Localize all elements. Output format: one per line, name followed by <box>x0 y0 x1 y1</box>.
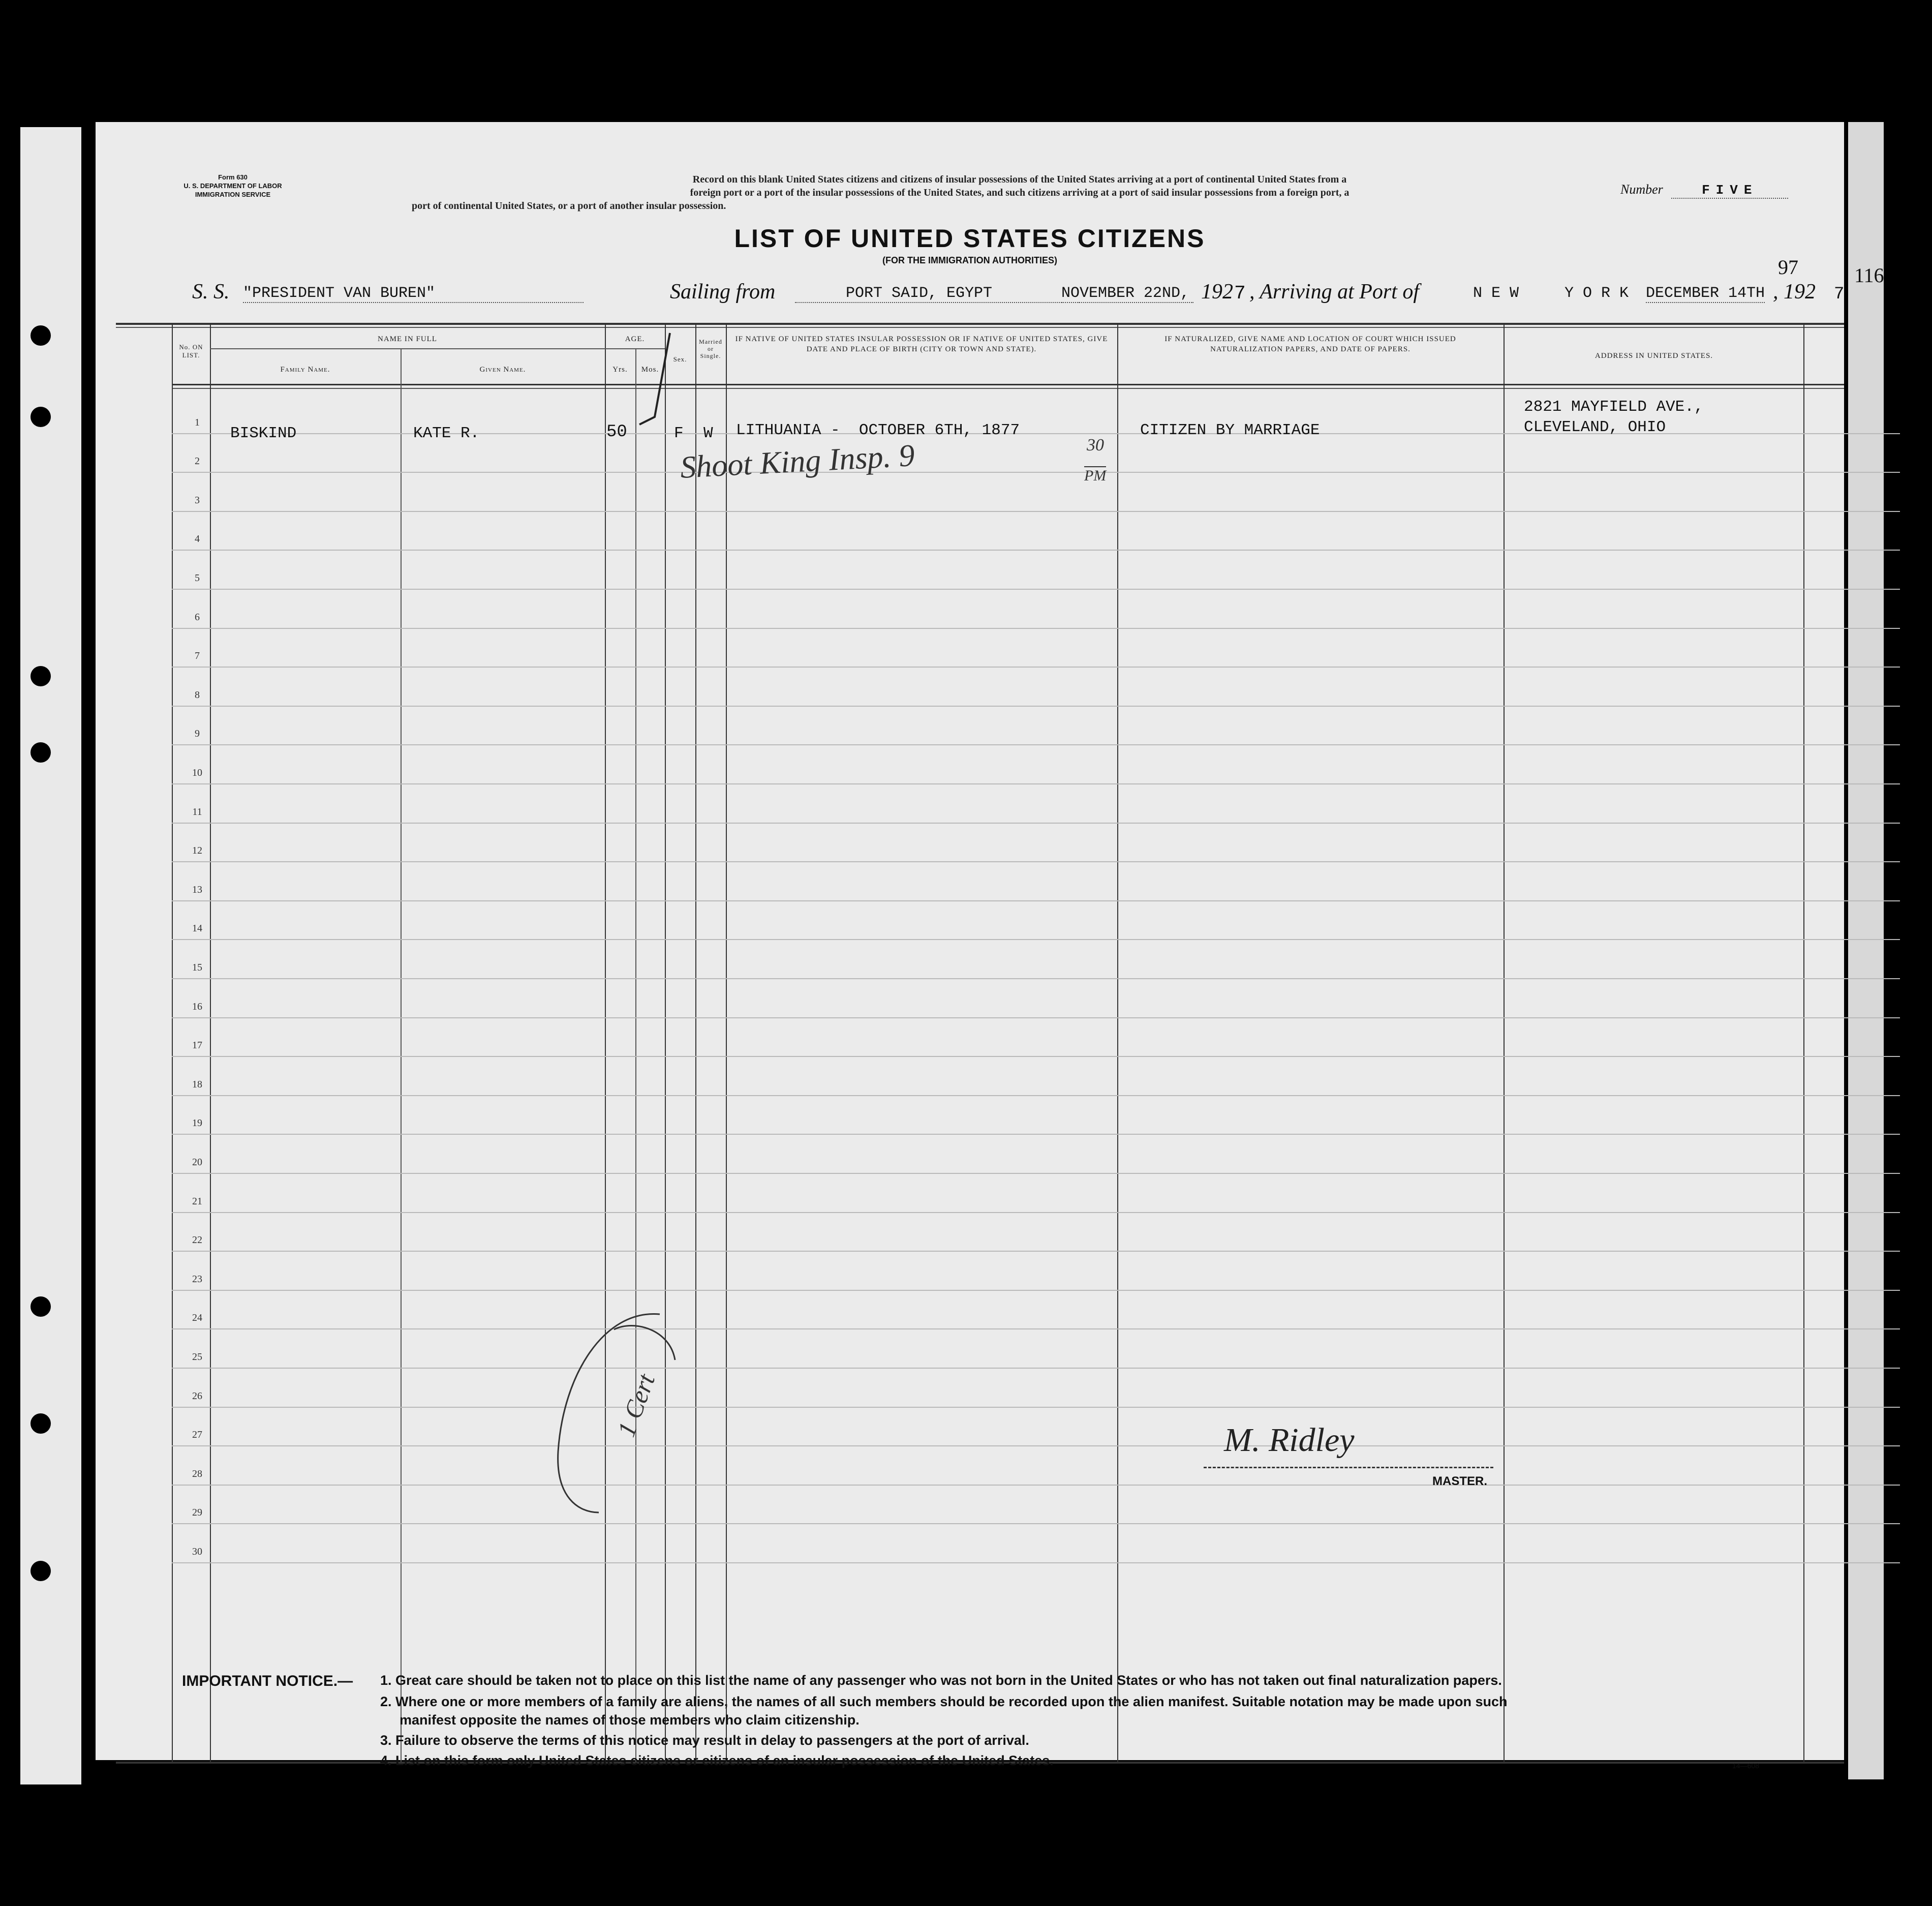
number-label: Number <box>1620 182 1663 197</box>
family-name-cell: BISKIND <box>230 425 297 442</box>
row-number: 30 <box>192 1546 202 1557</box>
binder-hole <box>30 666 51 686</box>
inspection-time-hour-sup: 30 <box>1087 436 1104 455</box>
side-page-number: 116 <box>1854 264 1884 287</box>
row-number: 20 <box>192 1157 202 1168</box>
right-paper-strip <box>1848 122 1884 1779</box>
row-line <box>172 667 1900 668</box>
departure-year-digit: 7 <box>1234 283 1246 305</box>
column-divider <box>695 323 696 1762</box>
row-line <box>172 861 1900 862</box>
row-number: 12 <box>192 845 202 856</box>
manifest-page <box>96 122 1884 1770</box>
column-divider <box>605 323 606 1762</box>
row-line <box>172 1368 1900 1369</box>
row-number: 14 <box>192 923 202 934</box>
header-no: No. ON LIST. <box>179 343 203 359</box>
column-divider <box>665 323 666 1762</box>
notice-item-2-continued: manifest opposite the names of those members who claim citizenship. <box>400 1712 860 1728</box>
departure-port: PORT SAID, EGYPT <box>795 285 1080 303</box>
row-number: 3 <box>195 495 200 506</box>
instruction-line: Record on this blank United States citizens and citizens of insular possessions of the United States arriving at a port of continental United States from a <box>692 174 1347 185</box>
given-name-cell: KATE R. <box>413 425 480 442</box>
inspector-note: Shoot King Insp. 9 <box>679 438 916 486</box>
row-line <box>172 550 1900 551</box>
check-mark <box>634 323 675 445</box>
header-name-in-full: NAME IN FULL <box>378 335 437 343</box>
master-label: MASTER. <box>1432 1474 1487 1488</box>
form-instructions <box>410 173 1630 213</box>
header-bottom-rule <box>172 388 1844 389</box>
row-line <box>172 1290 1900 1291</box>
row-line <box>172 900 1900 901</box>
binder-hole <box>30 742 51 763</box>
row-number: 7 <box>195 650 200 661</box>
departure-date: NOVEMBER 22ND, <box>1061 285 1193 303</box>
page-number: 97 <box>1778 256 1798 279</box>
row-line <box>172 744 1900 745</box>
row-number: 21 <box>192 1196 202 1207</box>
subheader-rule <box>210 348 605 349</box>
row-line <box>172 1056 1900 1057</box>
row-line <box>172 1523 1900 1524</box>
notice-item-4: 4. List on this form only United States citizens or citizens of an insular possession of the United States. <box>380 1753 1054 1768</box>
column-divider <box>1803 323 1804 1762</box>
row-number: 16 <box>192 1001 202 1012</box>
row-line <box>172 939 1900 940</box>
row-number: 18 <box>192 1079 202 1090</box>
row-line <box>172 783 1900 784</box>
arrival-date: DECEMBER 14TH <box>1646 285 1765 302</box>
instruction-line: foreign port or a port of the insular possessions of the United States, and such citizens arriving at a port of said insular possessions from a foreign port, a <box>690 187 1350 198</box>
row-number: 25 <box>192 1351 202 1363</box>
column-divider <box>1504 323 1505 1762</box>
naturalization-cell: CITIZEN BY MARRIAGE <box>1140 421 1320 439</box>
column-divider <box>726 323 727 1762</box>
header-native-birth: IF NATIVE OF UNITED STATES INSULAR POSSESSION OR IF NATIVE OF UNITED STATES, GIVE DATE AND PLACE OF BIRTH (CITY OR TOWN AND STATE). <box>735 335 1108 353</box>
arrival-year-prefix: , 192 <box>1773 280 1816 304</box>
row-line <box>172 823 1900 824</box>
row-line <box>172 706 1900 707</box>
binder-hole <box>30 325 51 346</box>
row-line <box>172 1251 1900 1252</box>
header-address: ADDRESS IN UNITED STATES. <box>1594 352 1713 360</box>
manifest-table <box>96 323 1844 1767</box>
address-line-1: 2821 MAYFIELD AVE., <box>1524 398 1704 416</box>
binder-hole <box>30 1413 51 1434</box>
sailing-label: Sailing from <box>670 280 776 304</box>
row-number: 4 <box>195 533 200 544</box>
department-label: U. S. DEPARTMENT OF LABOR <box>183 182 282 190</box>
row-number: 22 <box>192 1234 202 1246</box>
row-number: 11 <box>192 806 202 818</box>
header-naturalized: IF NATURALIZED, GIVE NAME AND LOCATION OF COURT WHICH ISSUED NATURALIZATION PAPERS, AND DATE OF PAPERS. <box>1164 335 1456 353</box>
row-line <box>172 1407 1900 1408</box>
column-divider <box>635 348 636 1762</box>
voyage-line <box>192 280 1844 310</box>
row-line <box>172 978 1900 979</box>
column-divider <box>401 348 402 1762</box>
header-age: AGE. <box>625 335 645 343</box>
table-top-rule <box>116 327 1844 328</box>
header-sex: Sex. <box>673 355 687 363</box>
notice-item-3: 3. Failure to observe the terms of this notice may result in delay to passengers at the port of arrival. <box>380 1733 1029 1748</box>
departure-year-prefix: 192 <box>1201 280 1233 304</box>
service-label: IMMIGRATION SERVICE <box>195 191 271 198</box>
row-number: 2 <box>195 456 200 467</box>
row-number: 17 <box>192 1040 202 1051</box>
column-divider <box>172 323 173 1762</box>
form-code: 14—608 <box>1732 1762 1759 1770</box>
row-number: 15 <box>192 962 202 973</box>
birth-place-date-cell: LITHUANIA - OCTOBER 6TH, 1877 <box>736 421 1020 439</box>
row-number: 5 <box>195 572 200 584</box>
row-line <box>172 1095 1900 1096</box>
row-number: 28 <box>192 1468 202 1479</box>
row-number: 8 <box>195 689 200 701</box>
row-number: 26 <box>192 1390 202 1402</box>
header-married-single: Married or Single. <box>699 338 722 359</box>
row-number: 29 <box>192 1507 202 1518</box>
row-number: 1 <box>195 417 200 428</box>
margin-cert-note: 1 Cert <box>611 1370 661 1440</box>
address-line-2: CLEVELAND, OHIO <box>1524 418 1666 436</box>
row-number: 6 <box>195 612 200 623</box>
master-signature: M. Ridley <box>1224 1421 1355 1459</box>
arrival-year-digit: 7 <box>1834 285 1845 304</box>
row-number: 13 <box>192 884 202 895</box>
sex-cell: F <box>674 425 684 442</box>
inspection-time-ampm: PM <box>1084 467 1107 484</box>
notice-item-2: 2. Where one or more members of a family are aliens, the names of all such members should be recorded upon the alien manifest. Suitable notation may be made upon such <box>380 1694 1508 1709</box>
binder-hole <box>30 1296 51 1317</box>
page-subtitle: (FOR THE IMMIGRATION AUTHORITIES) <box>882 255 1057 265</box>
row-number: 27 <box>192 1429 202 1440</box>
row-line <box>172 1173 1900 1174</box>
row-line <box>172 589 1900 590</box>
row-number: 23 <box>192 1274 202 1285</box>
binder-hole <box>30 407 51 427</box>
row-number: 24 <box>192 1312 202 1323</box>
column-divider <box>1117 323 1118 1762</box>
header-family-name: Family Name. <box>280 366 330 374</box>
row-line <box>172 1212 1900 1213</box>
form-number: Form 630 <box>218 173 248 181</box>
number-value: FIVE <box>1671 183 1788 199</box>
row-line <box>172 1485 1900 1486</box>
arrival-port: N E W Y O R K <box>1473 285 1629 302</box>
binder-hole <box>30 1561 51 1581</box>
row-line <box>172 1134 1900 1135</box>
ship-name: "PRESIDENT VAN BUREN" <box>243 285 584 303</box>
page-title: LIST OF UNITED STATES CITIZENS <box>734 224 1206 253</box>
ss-label: S. S. <box>192 280 230 304</box>
header-yrs: Yrs. <box>612 366 628 374</box>
table-top-rule <box>116 323 1844 325</box>
arriving-label: , Arriving at Port of <box>1249 280 1420 304</box>
row-line <box>172 1017 1900 1018</box>
notice-heading: IMPORTANT NOTICE.— <box>182 1673 353 1689</box>
row-line <box>172 1445 1900 1446</box>
row-line <box>172 1328 1900 1329</box>
header-given-name: Given Name. <box>479 366 526 374</box>
header-bottom-rule <box>172 384 1844 385</box>
instruction-line: port of continental United States, or a port of another insular possession. <box>412 200 726 211</box>
row-line <box>172 628 1900 629</box>
row-line <box>172 1562 1900 1563</box>
row-number: 10 <box>192 767 202 778</box>
row-line <box>172 511 1900 512</box>
notice-item-1: 1. Great care should be taken not to place on this list the name of any passenger who was not born in the United States or who has not taken out final naturalization papers. <box>380 1673 1502 1688</box>
age-years-cell: 50 <box>606 422 627 442</box>
header-mos: Mos. <box>641 366 659 374</box>
row-number: 19 <box>192 1117 202 1129</box>
signature-line <box>1204 1467 1493 1468</box>
row-number: 9 <box>195 728 200 739</box>
marital-status-cell: W <box>703 425 713 442</box>
left-paper-strip <box>20 127 81 1784</box>
row-line <box>172 472 1900 473</box>
